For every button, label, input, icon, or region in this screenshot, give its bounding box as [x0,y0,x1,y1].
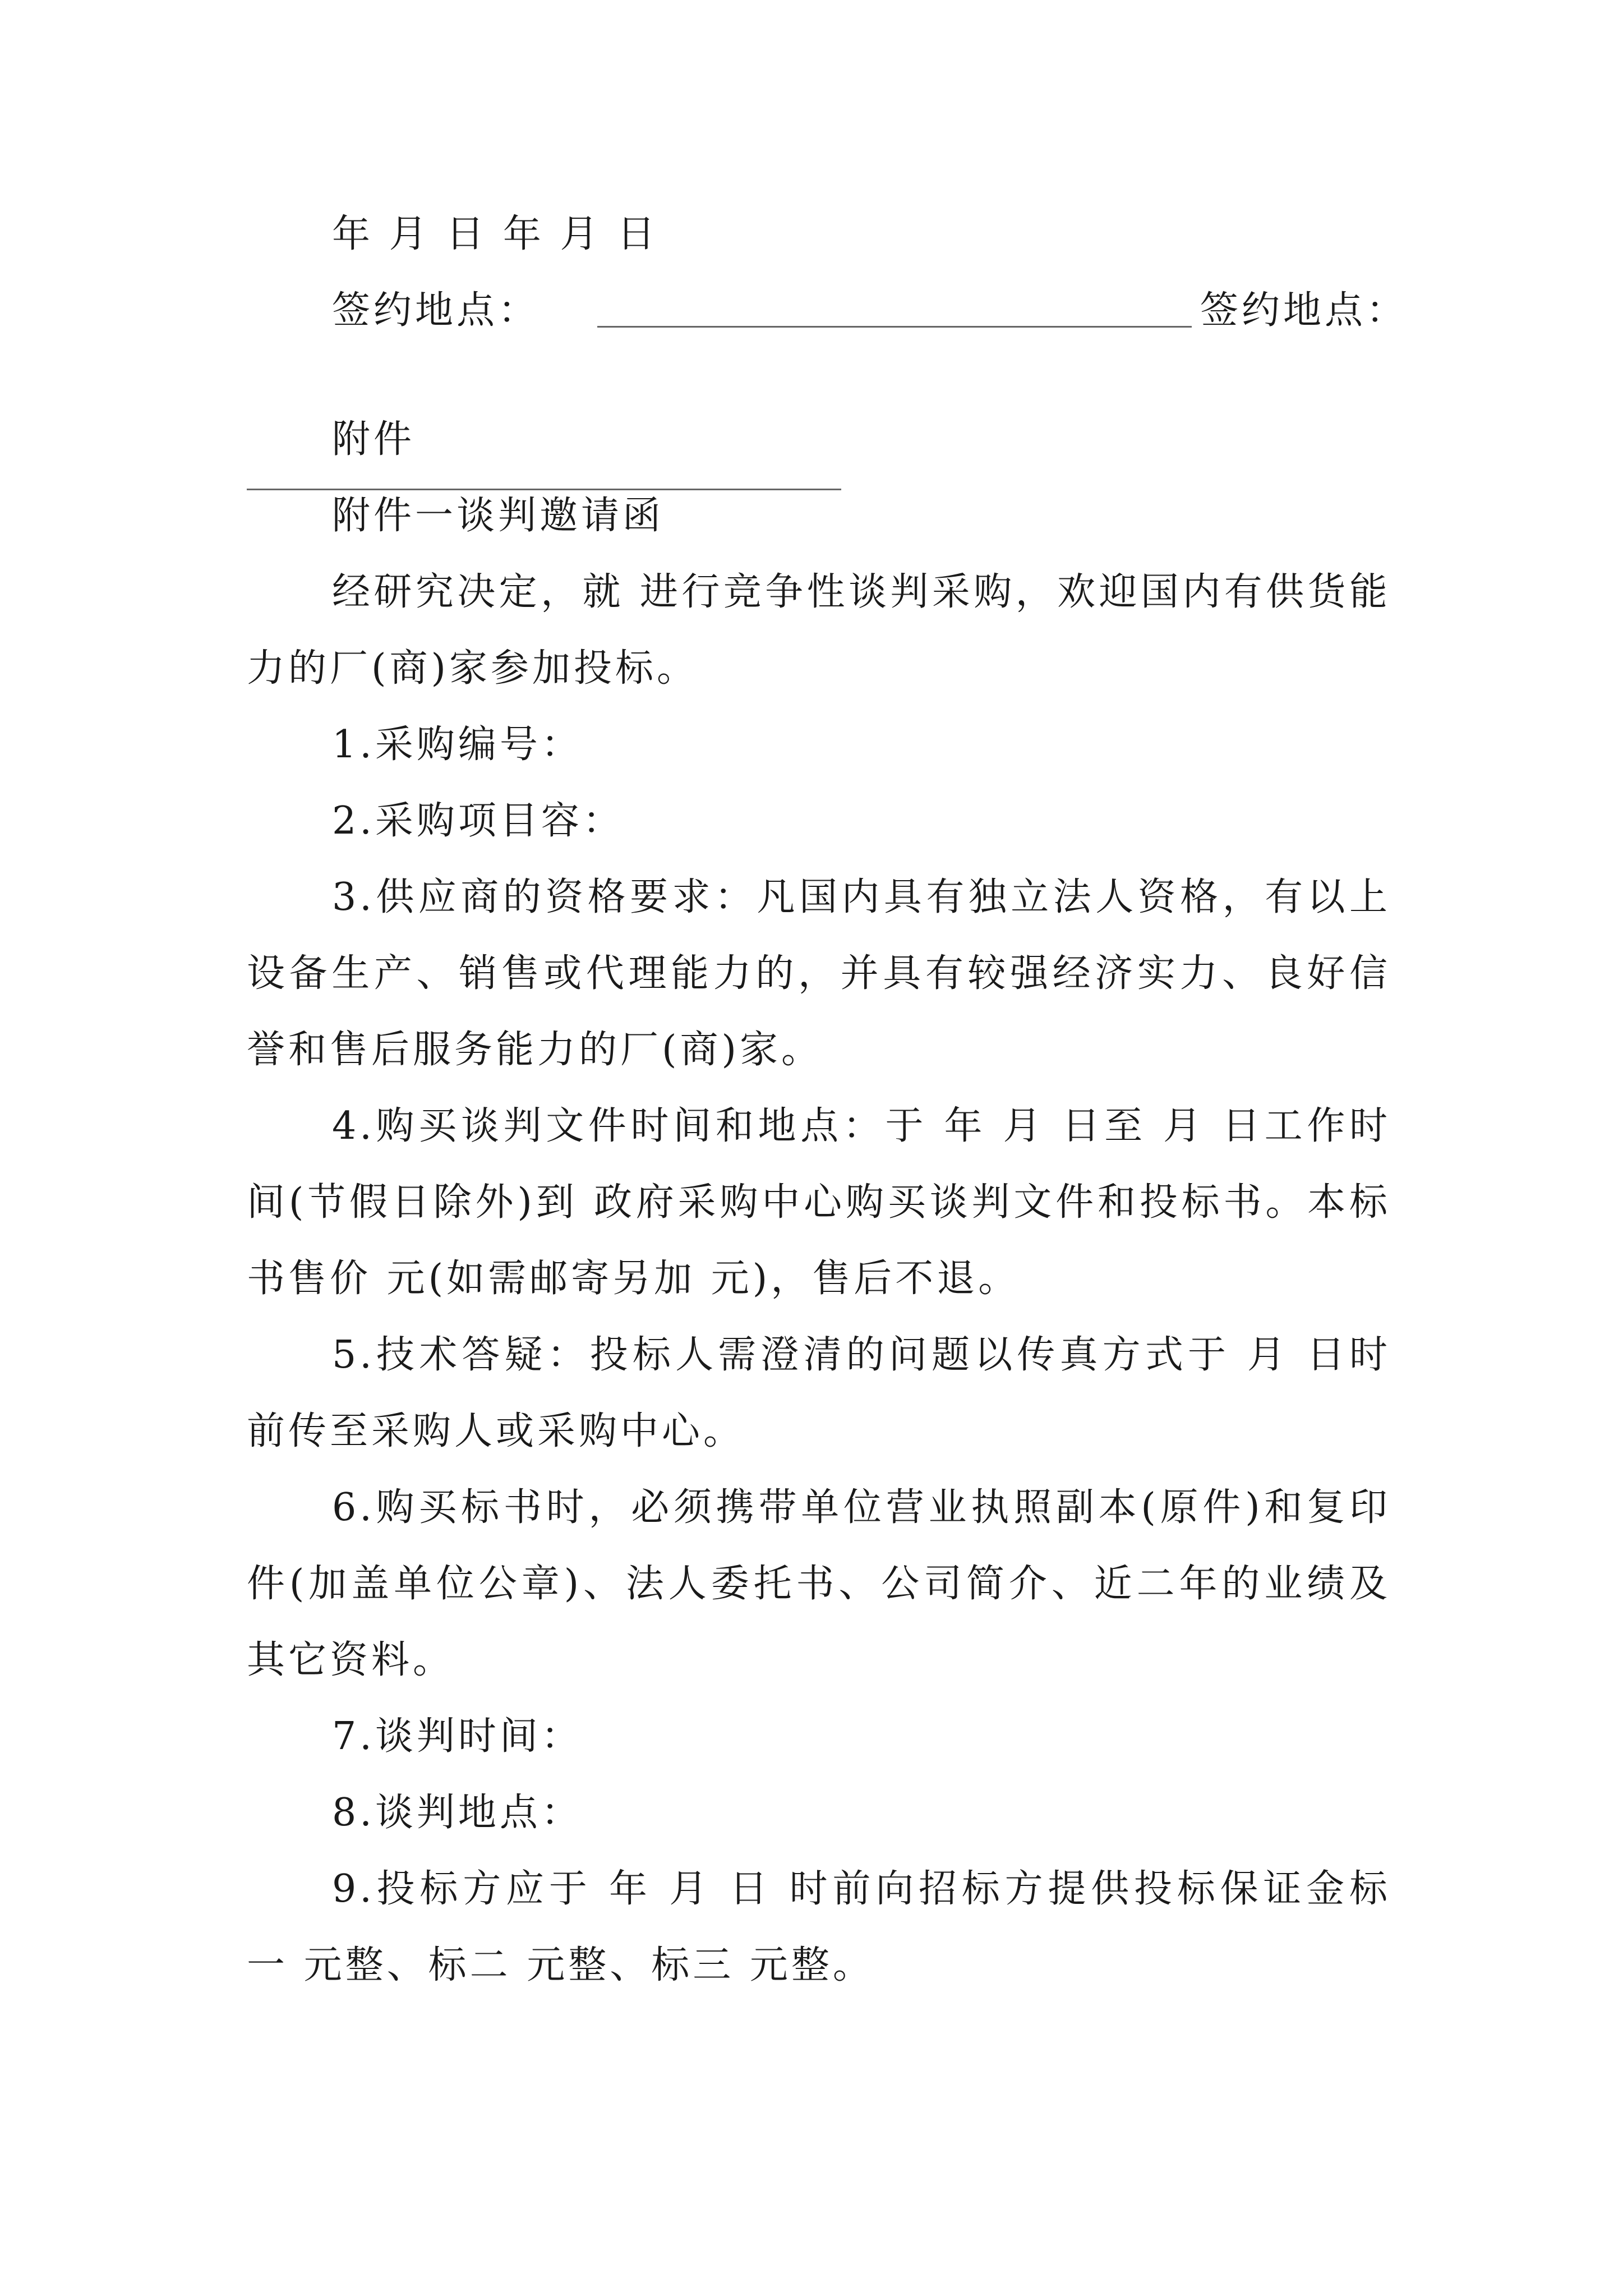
paragraph-item-4: 4.购买谈判文件时间和地点：于 年 月 日至 月 日工作时间(节假日除外)到 政府采购中心购买谈判文件和投标书。本标书售价 元(如需邮寄另加 元)，售后不退。 [247,1104,1391,1301]
paragraph-item-1: 1.采购编号： [332,723,583,767]
attachment-title: 附件一谈判邀请函 [332,494,665,538]
paragraph-item-8: 8.谈判地点： [332,1791,583,1835]
paragraph-item-2: 2.采购项目容： [332,799,624,843]
paragraph-item-5: 5.技术答疑：投标人需澄清的问题以传真方式于 月 日时前传至采购人或采购中心。 [247,1333,1391,1453]
signing-place-blank-line-right [247,489,841,490]
date-line: 年 月 日 年 月 日 [332,212,659,256]
signing-place-label-right: 签约地点： [1200,288,1408,333]
document-body [247,196,1408,2004]
paragraph-intro: 经研究决定，就 进行竞争性谈判采购，欢迎国内有供货能力的厂(商)家参加投标。 [247,570,1391,691]
paragraph-item-9: 9.投标方应于 年 月 日 时前向招标方提供投标保证金标一 元整、标二 元整、标三 元整。 [247,1867,1391,1987]
signing-place-label-left: 签约地点： [332,288,540,333]
signing-place-blank-line-left [597,326,1192,328]
spacer [247,357,1391,402]
attachment-heading: 附件 [332,417,416,462]
paragraph-item-7: 7.谈判时间： [332,1714,583,1759]
signing-place-row [247,273,1408,357]
paragraph-item-6: 6.购买标书时，必须携带单位营业执照副本(原件)和复印件(加盖单位公章)、法人委托书、公司简介、近二年的业绩及其它资料。 [247,1485,1391,1682]
paragraph-item-3: 3.供应商的资格要求：凡国内具有独立法人资格，有以上设备生产、销售或代理能力的，并具有较强经济实力、良好信誉和售后服务能力的厂(商)家。 [247,875,1391,1072]
